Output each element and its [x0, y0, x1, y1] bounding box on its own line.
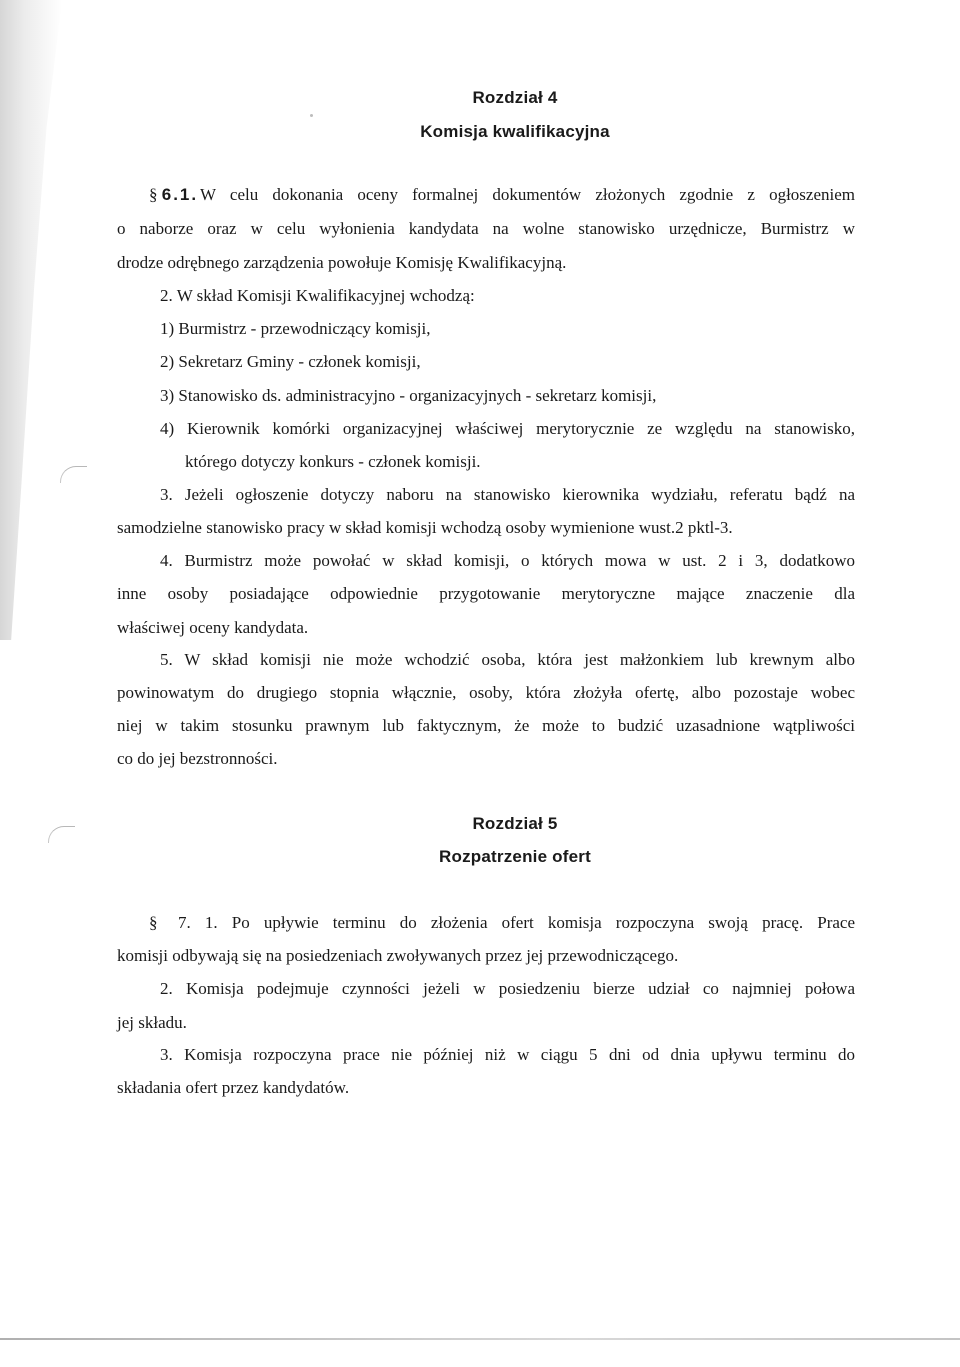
paragraph-line: właściwej oceny kandydata. — [117, 618, 309, 637]
list-item: 2) Sekretarz Gminy - członek komisji, — [160, 352, 421, 371]
paragraph-line: drodze odrębnego zarządzenia powołuje Komisję Kwalifikacyjną. — [117, 253, 567, 272]
list-item: 4) Kierownik komórki organizacyjnej właściwej merytorycznie ze względu na stanowisko, — [160, 419, 855, 438]
paragraph-line: 2. W skład Komisji Kwalifikacyjnej wchodzą: — [160, 286, 475, 305]
paragraph-line: inne osoby posiadające odpowiednie przygotowanie merytoryczne mające znaczenie dla — [117, 584, 855, 603]
scan-shadow-bottom — [0, 1338, 960, 1340]
list-item: 3) Stanowisko ds. administracyjno - organizacyjnych - sekretarz komisji, — [160, 386, 657, 405]
paragraph-line: 7. 1. Po upływie terminu do złożenia ofert komisja rozpoczyna swoją pracę. Prace — [178, 913, 855, 932]
paragraph-line: 2. Komisja podejmuje czynności jeżeli w posiedzeniu bierze udział co najmniej połowa — [160, 979, 855, 998]
paragraph-line: komisji odbywają się na posiedzeniach zwoływanych przez jej przewodniczącego. — [117, 946, 679, 965]
paragraph-line: o naborze oraz w celu wyłonienia kandydata na wolne stanowisko urzędnicze, Burmistrz w — [117, 219, 855, 238]
chapter-4-subheading: Komisja kwalifikacyjna — [420, 122, 610, 141]
paragraph-line: powinowatym do drugiego stopnia włącznie, osoby, która złożyła ofertę, albo pozostaje wobec — [117, 683, 855, 702]
section-sign-symbol: § — [149, 185, 158, 204]
punch-hole-mark — [60, 466, 87, 483]
paragraph-line: niej w takim stosunku prawnym lub faktycznym, że może to budzić uzasadnione wątpliwości — [117, 716, 855, 735]
chapter-5-heading: Rozdział 5 — [472, 814, 558, 833]
paragraph-line: 3. Komisja rozpoczyna prace nie później niż w ciągu 5 dni od dnia upływu terminu do — [160, 1045, 855, 1064]
paragraph-line: samodzielne stanowisko pracy w skład komisji wchodzą osoby wymienione wust.2 pktl-3. — [117, 518, 733, 537]
scan-speck — [310, 114, 313, 117]
paragraph-line: składania ofert przez kandydatów. — [117, 1078, 350, 1097]
section-sign-symbol: § — [149, 913, 158, 932]
paragraph-line: 4. Burmistrz może powołać w skład komisji, o których mowa w ust. 2 i 3, dodatkowo — [160, 551, 855, 570]
chapter-5-subheading: Rozpatrzenie ofert — [439, 847, 591, 866]
paragraph-line: 3. Jeżeli ogłoszenie dotyczy naboru na stanowisko kierownika wydziału, referatu bądź na — [160, 485, 855, 504]
chapter-4-heading: Rozdział 4 — [472, 88, 558, 107]
section-number: 6.1. — [161, 185, 199, 204]
paragraph-line: 5. W skład komisji nie może wchodzić osoba, która jest małżonkiem lub krewnym albo — [160, 650, 855, 669]
list-item-continuation: którego dotyczy konkurs - członek komisji. — [185, 452, 481, 471]
paragraph-line: co do jej bezstronności. — [117, 749, 278, 768]
section-sign — [149, 184, 198, 206]
paragraph-line: W celu dokonania oceny formalnej dokumentów złożonych zgodnie z ogłoszeniem — [200, 185, 855, 204]
list-item: 1) Burmistrz - przewodniczący komisji, — [160, 319, 431, 338]
paragraph-line: jej składu. — [117, 1013, 187, 1032]
